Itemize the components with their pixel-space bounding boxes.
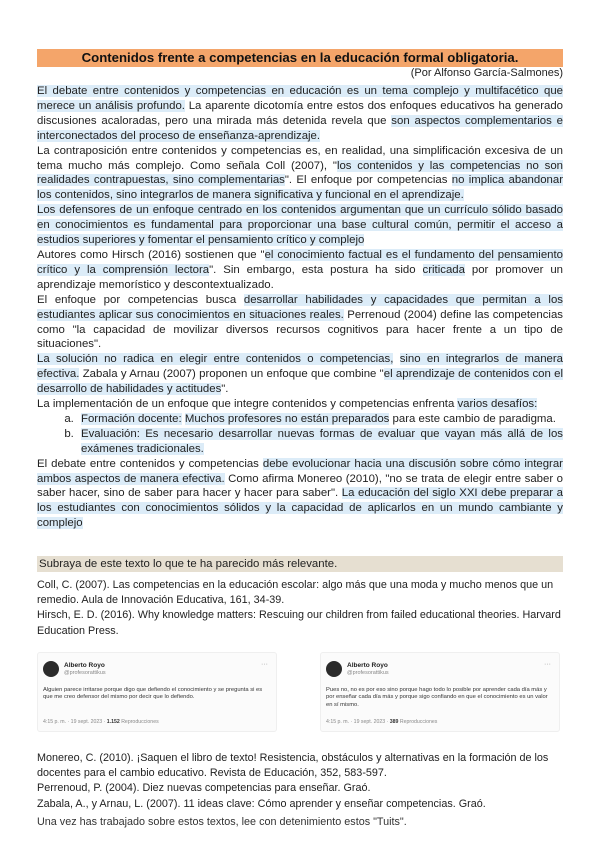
tweet-author-handle: @profesorattikus: [347, 670, 389, 676]
highlight: no implica abandonar los contenidos, sino integrarlos de manera significativa y funcional en el aprendizaje.: [37, 174, 564, 202]
highlight: los contenidos y las competencias no son realidades contrapuestas, sino complementarias: [37, 159, 563, 187]
avatar: [326, 661, 342, 677]
essay-body: [37, 84, 563, 531]
tweet-meta: [326, 719, 437, 725]
text-span: Perrenoud (2004) define las competencias como "la capacidad de movilizar diversos recursos cognitivos para hacer frente a un tipo de situaciones".: [37, 308, 563, 351]
highlight: Muchos profesores no están preparados: [184, 412, 390, 425]
highlight: el aprendizaje de contenidos con el desarrollo de habilidades y actitudes: [37, 368, 563, 396]
paragraph-4: [37, 248, 563, 293]
tweet-author-handle: @profesorattikus: [64, 670, 106, 676]
text-span: Autores como Hirsch (2016) sostienen que ": [37, 248, 265, 261]
text-span: La implementación de un enfoque que integre contenidos y competencias enfrenta: [37, 398, 458, 411]
highlight: criticada: [422, 263, 465, 276]
paragraph-7: [37, 397, 563, 412]
reference-item: Perrenoud, P. (2004). Diez nuevas competencias para enseñar. Graó.: [37, 782, 371, 795]
tweet-time: 4:15 p. m. · 19 sept. 2023 ·: [43, 719, 106, 725]
text-span: por promover un aprendizaje memorístico y descontextualizado.: [37, 263, 564, 291]
text-span: La aparente dicotomía entre estos dos enfoques educativos ha generado discusiones acaloradas, pero una mirada más detenida revela que: [37, 99, 563, 127]
tweets-instruction: Una vez has trabajado sobre estos textos, lee con detenimiento estos "Tuits".: [37, 816, 407, 828]
highlight: Los defensores de un enfoque centrado en los contenidos argumentan que un currículo sólido basado en conocimientos es fundamental para proporcionar una base cultural común, permitir el acceso a estudios superiores y fomentar el pensamiento crítico y complejo: [37, 204, 563, 247]
author-line: (Por Alfonso García-Salmones): [410, 67, 563, 79]
more-options-icon[interactable]: ···: [261, 661, 268, 668]
tweet-text: Alguien parece irritarse porque digo que defiendo el conocimiento y se pregunta si es que me creo defensor del mismo por decir que lo defiendo.: [43, 687, 263, 701]
text-span: El debate entre contenidos y competencias: [37, 457, 263, 470]
reference-item: Coll, C. (2007). Las competencias en la educación escolar: algo más que una moda y mucho menos que un remedio. Aula de Innovación Educativa, 161, 34-39.: [37, 579, 554, 607]
references-bottom: [37, 751, 563, 812]
text-span: [393, 353, 399, 365]
highlight: Evaluación: Es necesario desarrollar nuevas formas de evaluar que vayan más allá de los exámenes tradicionales.: [81, 427, 563, 455]
document-title: Contenidos frente a competencias en la educación formal obligatoria.: [37, 49, 563, 67]
paragraph-2: [37, 144, 563, 204]
tweet-time: 4:15 p. m. · 19 sept. 2023 ·: [326, 719, 389, 725]
tweet-author-name: Alberto Royo: [64, 662, 105, 669]
highlight: La educación del siglo XXI debe preparar a los estudiantes con conocimientos sólidos y la capacidad de aplicarlos en un mundo cambiante y complejo: [37, 487, 563, 530]
paragraph-3: [37, 203, 563, 248]
tweet-text: Pues no, no es por eso sino porque hago todo lo posible por aprender cada día más y por enseñar cada día más y porque sigo confiando en que el conocimiento es un valor en sí mismo.: [326, 687, 548, 708]
highlight: desarrollar habilidades y capacidades que permitan a los estudiantes aplicar sus conocimientos en situaciones reales.: [37, 293, 563, 321]
more-options-icon[interactable]: ···: [544, 661, 551, 668]
highlight: son aspectos complementarios e interconectados del proceso de enseñanza-aprendizaje.: [37, 114, 563, 142]
highlight: La solución no radica en elegir entre contenidos o competencias,: [37, 353, 394, 366]
text-span: El enfoque por competencias busca: [37, 293, 244, 306]
list-item: [77, 427, 563, 457]
text-span: Zabala y Arnau (2007) proponen un enfoque que combine ": [79, 368, 384, 381]
text-span: Como afirma Monereo (2010), "no se trata de elegir entre saber o saber hacer, sino de saber para hacer y hacer para saber".: [37, 472, 563, 500]
tweet-views-count: 1.152: [106, 719, 120, 725]
tweet-meta: [43, 719, 159, 725]
highlight: Formación docente:: [81, 412, 182, 425]
paragraph-1: [37, 84, 563, 144]
highlight: debe evolucionar hacia una discusión sobre cómo integrar ambos aspectos de manera efectiva.: [37, 457, 563, 485]
tweet-author-name: Alberto Royo: [347, 662, 388, 669]
highlight: El debate entre contenidos y competencias en educación es un tema complejo y multifacético que merece un análisis profundo.: [37, 85, 563, 112]
references-top: [37, 578, 563, 639]
text-span: La contraposición entre contenidos y competencias es, en realidad, una simplificación excesiva de un tema mucho más complejo. Como señala Coll (2007), ": [37, 144, 563, 172]
reference-item: Zabala, A., y Arnau, L. (2007). 11 ideas clave: Cómo aprender y enseñar competencias. Graó.: [37, 797, 486, 810]
tweet-views-label: Reproducciones: [399, 719, 438, 725]
list-item: [77, 412, 563, 427]
avatar: [43, 661, 59, 677]
highlight: el conocimiento factual es el fundamento del pensamiento crítico y la comprensión lectora: [37, 248, 563, 276]
reference-item: Hirsch, E. D. (2016). Why knowledge matters: Rescuing our children from failed educational theories. Harvard Education Press.: [37, 609, 561, 637]
reference-item: Monereo, C. (2010). ¡Saquen el libro de texto! Resistencia, obstáculos y alternativas en la formación de los docentes para el cambio educativo. Revista de Educación, 352, 583-597.: [37, 752, 549, 780]
challenges-list: [37, 412, 563, 457]
text-span: ".: [221, 383, 229, 396]
text-span: ". Sin embargo, esta postura ha sido: [209, 263, 423, 276]
exercise-prompt: Subraya de este texto lo que te ha parecido más relevante.: [37, 556, 563, 572]
tweet-views-label: Reproducciones: [121, 719, 159, 725]
highlight: sino en integrarlos de manera efectiva.: [37, 353, 564, 381]
text-span: ". El enfoque por competencias: [284, 174, 452, 187]
highlight: varios desafíos:: [457, 398, 538, 411]
paragraph-5: [37, 293, 563, 353]
paragraph-6: [37, 352, 563, 397]
paragraph-8: [37, 457, 563, 532]
tweet-card[interactable]: [37, 652, 277, 732]
tweet-card[interactable]: [320, 652, 560, 732]
text-span: para este cambio de paradigma.: [389, 412, 556, 425]
tweet-views-count: 389: [389, 719, 399, 725]
